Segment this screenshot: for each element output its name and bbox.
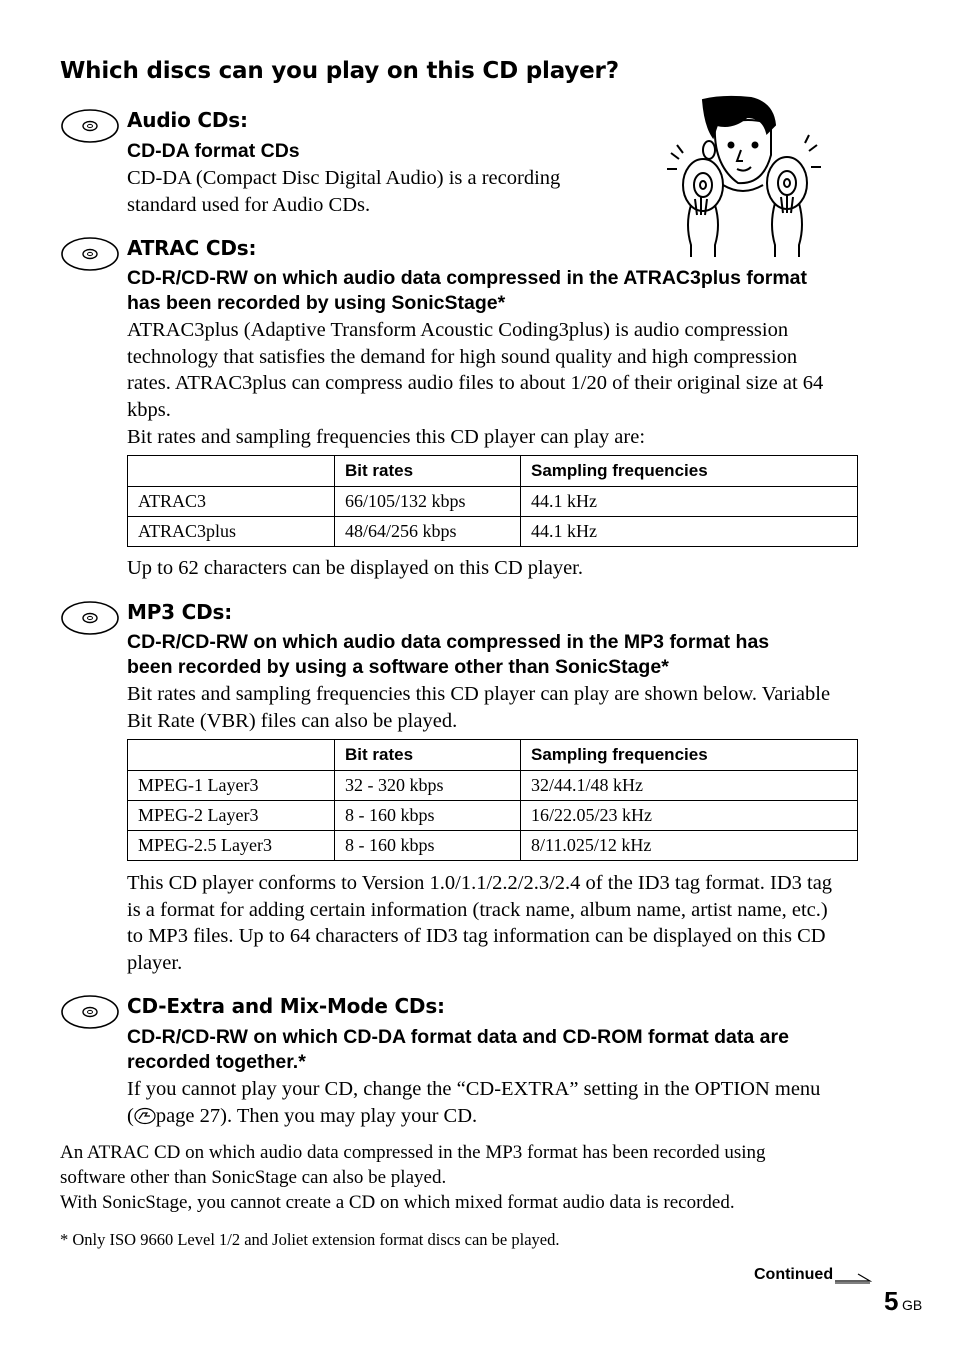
table-cell: MPEG-2.5 Layer3 bbox=[128, 831, 335, 861]
cd-extra-format bbox=[127, 1025, 789, 1075]
text-line: to MP3 files. Up to 64 characters of ID3 tag information can be displayed on this CD bbox=[127, 925, 826, 948]
audio-cds-heading: Audio CDs: bbox=[127, 108, 248, 132]
text-line: CD-R/CD-RW on which audio data compressed in the ATRAC3plus format bbox=[127, 267, 808, 289]
table-header: Bit rates bbox=[335, 456, 521, 487]
text-line: technology that satisfies the demand for high sound quality and high compression bbox=[127, 345, 798, 368]
general-notes bbox=[60, 1140, 766, 1215]
table-cell: 66/105/132 kbps bbox=[335, 487, 521, 517]
mp3-cds-format bbox=[127, 630, 769, 680]
table-header bbox=[128, 456, 335, 487]
disc-icon bbox=[60, 108, 120, 144]
disc-icon bbox=[60, 236, 120, 272]
table-cell: ATRAC3plus bbox=[128, 517, 335, 547]
table-cell: 32 - 320 kbps bbox=[335, 771, 521, 801]
text-line: Bit rates and sampling frequencies this CD player can play are: bbox=[127, 425, 646, 448]
table-row bbox=[128, 831, 858, 861]
text-line: Bit Rate (VBR) files can also be played. bbox=[127, 709, 458, 732]
atrac-cds-heading: ATRAC CDs: bbox=[127, 236, 257, 260]
page-number: 5 bbox=[884, 1286, 899, 1316]
atrac-character-note: Up to 62 characters can be displayed on this CD player. bbox=[127, 557, 583, 579]
text-line: CD-R/CD-RW on which CD-DA format data and CD-ROM format data are bbox=[127, 1026, 789, 1048]
table-row bbox=[128, 487, 858, 517]
continued-label: Continued bbox=[754, 1266, 834, 1283]
table-cell: 44.1 kHz bbox=[521, 517, 858, 547]
disc-icon bbox=[60, 994, 120, 1030]
page-number-suffix: GB bbox=[902, 1297, 923, 1313]
text-line: An ATRAC CD on which audio data compressed in the MP3 format has been recorded using bbox=[60, 1142, 766, 1163]
mp3-id3-note bbox=[127, 870, 832, 977]
text-line: ( bbox=[127, 1104, 134, 1127]
text-line: CD-R/CD-RW on which audio data compressed in the MP3 format has bbox=[127, 631, 770, 653]
table-header-row bbox=[128, 740, 858, 771]
table-header bbox=[128, 740, 335, 771]
table-cell: 8/11.025/12 kHz bbox=[521, 831, 858, 861]
text-line: player. bbox=[127, 952, 183, 975]
mp3-cds-description bbox=[127, 681, 830, 734]
table-cell: 44.1 kHz bbox=[521, 487, 858, 517]
table-cell: MPEG-1 Layer3 bbox=[128, 771, 335, 801]
page-reference-icon bbox=[134, 1107, 156, 1125]
table-cell: 32/44.1/48 kHz bbox=[521, 771, 858, 801]
text-line: is a format for adding certain information (track name, album name, artist name, etc.) bbox=[127, 898, 828, 921]
table-header: Sampling frequencies bbox=[521, 740, 858, 771]
cd-extra-heading: CD-Extra and Mix-Mode CDs: bbox=[127, 994, 445, 1018]
text-line: standard used for Audio CDs. bbox=[127, 193, 371, 216]
footnote: * Only ISO 9660 Level 1/2 and Joliet extension format discs can be played. bbox=[60, 1230, 560, 1249]
audio-cds-description bbox=[127, 165, 560, 218]
table-cell: MPEG-2 Layer3 bbox=[128, 801, 335, 831]
table-row bbox=[128, 517, 858, 547]
text-line: CD-DA (Compact Disc Digital Audio) is a recording bbox=[127, 167, 561, 189]
atrac-cds-description bbox=[127, 317, 823, 451]
text-line: With SonicStage, you cannot create a CD on which mixed format audio data is recorded. bbox=[60, 1192, 735, 1213]
table-cell: 16/22.05/23 kHz bbox=[521, 801, 858, 831]
table-cell: 48/64/256 kbps bbox=[335, 517, 521, 547]
text-line: software other than SonicStage can also be played. bbox=[60, 1167, 447, 1188]
disc-icon bbox=[60, 600, 120, 636]
atrac-spec-table bbox=[127, 455, 858, 547]
table-header-row bbox=[128, 456, 858, 487]
mp3-cds-heading: MP3 CDs: bbox=[127, 600, 233, 624]
table-header: Sampling frequencies bbox=[521, 456, 858, 487]
text-line: This CD player conforms to Version 1.0/1.1/2.2/2.3/2.4 of the ID3 tag format. ID3 tag bbox=[127, 872, 833, 894]
table-header: Bit rates bbox=[335, 740, 521, 771]
mp3-spec-table bbox=[127, 739, 858, 861]
text-line: page 27). Then you may play your CD. bbox=[155, 1104, 478, 1127]
table-row bbox=[128, 771, 858, 801]
page-title: Which discs can you play on this CD player? bbox=[60, 58, 619, 84]
continued-arrow-icon bbox=[834, 1270, 872, 1284]
cd-extra-description bbox=[127, 1076, 820, 1129]
audio-cds-format: CD-DA format CDs bbox=[127, 140, 300, 162]
text-line: If you cannot play your CD, change the “CD-EXTRA” setting in the OPTION menu bbox=[127, 1078, 821, 1100]
atrac-cds-format bbox=[127, 266, 807, 316]
table-row bbox=[128, 801, 858, 831]
table-cell: 8 - 160 kbps bbox=[335, 801, 521, 831]
text-line: been recorded by using a software other than SonicStage* bbox=[127, 656, 669, 678]
text-line: kbps. bbox=[127, 399, 171, 422]
text-line: rates. ATRAC3plus can compress audio files to about 1/20 of their original size at 64 bbox=[127, 372, 824, 395]
text-line: ATRAC3plus (Adaptive Transform Acoustic Coding3plus) is audio compression bbox=[127, 319, 789, 341]
text-line: recorded together.* bbox=[127, 1051, 306, 1073]
text-line: Bit rates and sampling frequencies this CD player can play are shown below. Variable bbox=[127, 683, 831, 705]
table-cell: 8 - 160 kbps bbox=[335, 831, 521, 861]
text-line: has been recorded by using SonicStage* bbox=[127, 292, 506, 314]
table-cell: ATRAC3 bbox=[128, 487, 335, 517]
person-holding-discs-illustration bbox=[663, 95, 823, 257]
